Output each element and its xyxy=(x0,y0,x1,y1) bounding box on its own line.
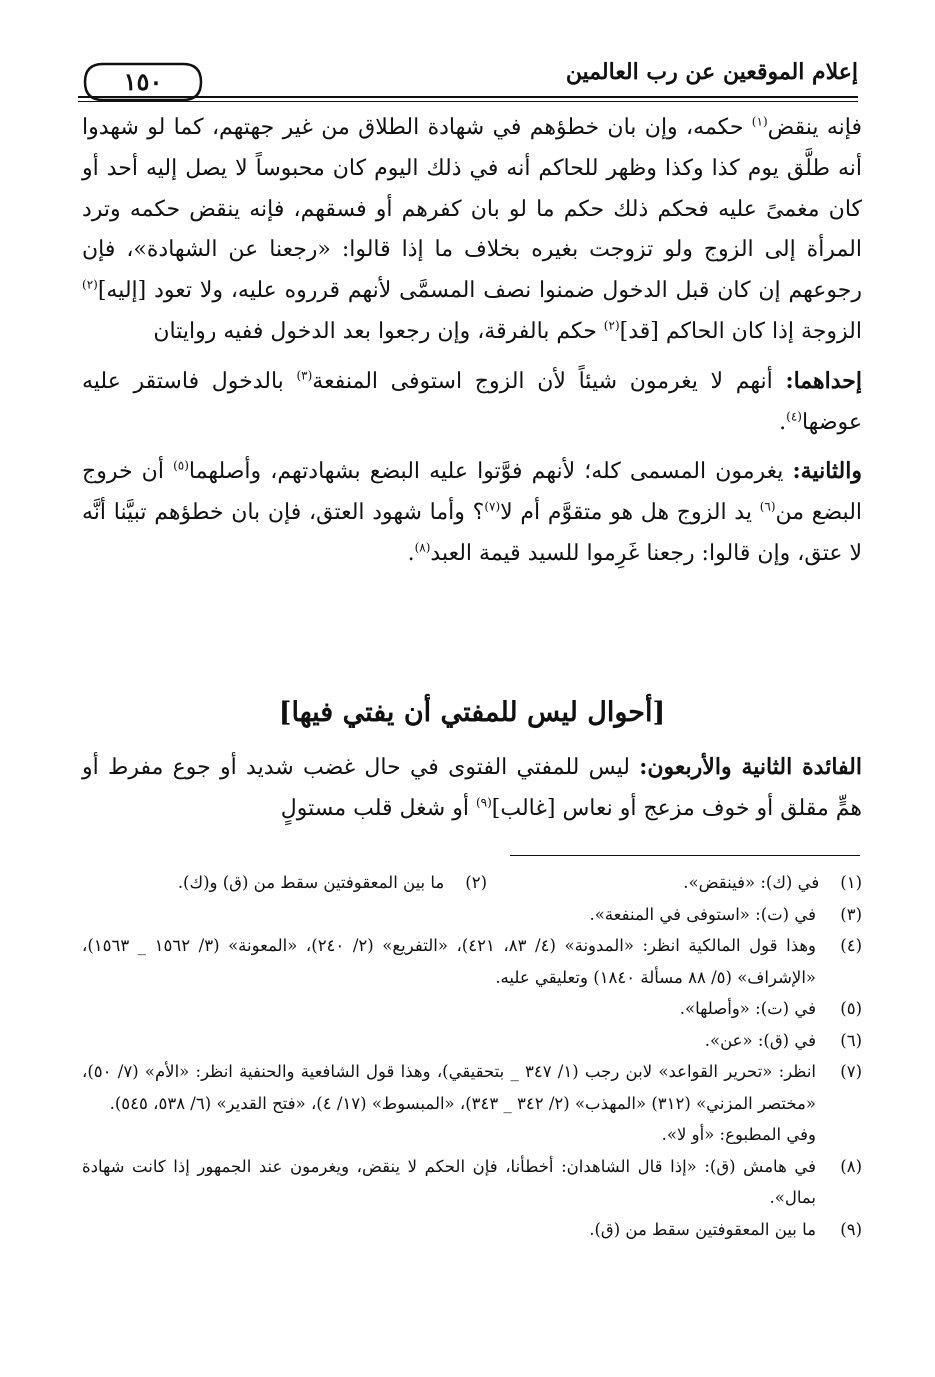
footnote-item xyxy=(82,930,862,993)
text-run: حكمه، وإن بان خطؤهم في شهادة الطلاق من غير جهتهم، كما لو شهدوا أنه طلَّق يوم كذا وكذا وظهر للحاكم أنه في ذلك اليوم كان محبوساً لا يصل إليه أحد أو كان مغمىً عليه فحكم ذلك حكم ما لو بان كفرهم أو فسقهم، فإنه ينقض حكمه وترد المرأة إلى الزوج ولو تزوجت بغيره بخلاف ما إذا قالوا: «رجعنا عن الشهادة»، فإن رجوعهم إن كان قبل الدخول ضمنوا نصف المسمَّى لأنهم قرروه عليه، ولا تعود [إليه] xyxy=(82,115,862,304)
paragraph xyxy=(82,361,862,444)
text-run: يغرمون المسمى كله؛ لأنهم فوَّتوا عليه البضع بشهادتهم، وأصلهما xyxy=(188,459,793,485)
paragraph xyxy=(82,108,862,353)
footnote-ref: (٣) xyxy=(296,368,313,383)
footnote-number: (٨) xyxy=(840,1156,862,1176)
text-run: أن خروج البضع من xyxy=(82,459,863,526)
section-heading: [أحوال ليس للمفتي أن يفتي فيها] xyxy=(278,697,666,728)
footnote-text: في (ت): «وأصلها». xyxy=(679,999,816,1018)
footnote-number: (١) xyxy=(840,873,862,892)
footnote-text: ما بين المعقوفتين سقط من (ق) و(ك). xyxy=(177,873,445,892)
header-rule-thin xyxy=(78,101,858,102)
footnote-item xyxy=(82,1025,862,1057)
paragraph-label: والثانية: xyxy=(792,458,862,485)
main-text-continued xyxy=(82,747,862,830)
footnote-continuation: وفي المطبوع: «أو لا». xyxy=(661,1125,816,1144)
text-run: بالدخول فاستقر عليه عوضها xyxy=(82,368,862,435)
footnote-ref: (٢) xyxy=(82,277,98,292)
footnote-item xyxy=(683,867,862,899)
text-run: ليس للمفتي الفتوى في حال غضب شديد أو جوع مفرط أو همٍّ مقلق أو خوف مزعج أو نعاس [غالب] xyxy=(82,755,862,821)
footnote-ref: (٧) xyxy=(484,499,501,514)
main-text xyxy=(82,108,862,575)
text-run: الزوجة إذا كان الحاكم [قد] xyxy=(619,318,862,344)
text-run: أنهم لا يغرمون شيئاً لأن الزوج استوفى المنفعة xyxy=(312,368,786,394)
text-run: . xyxy=(779,409,787,435)
text-run: أو شغل قلب مستولٍ xyxy=(280,795,476,821)
footnote-ref: (٢) xyxy=(603,318,620,333)
paragraph xyxy=(82,747,862,830)
paragraph-label: إحداهما: xyxy=(785,367,862,394)
footnote-text: وهذا قول المالكية انظر: «المدونة» (٤/ ٨٣، ٤٢١)، «التفريع» (٢/ ٢٤٠)، «المعونة» (٣/ ١٥٦٢ _ ١٥٦٣)، «الإشراف» (٥/ ٨٨ مسألة ١٨٤٠) وتعليقي عليه. xyxy=(82,936,817,987)
footnote-row xyxy=(82,867,862,899)
footnote-text: في (ت): «استوفى في المنفعة». xyxy=(589,904,816,924)
page-number: ١٥٠ xyxy=(123,67,163,96)
text-run: فإنه ينقض xyxy=(767,115,862,140)
footnote-text: في (ق): «عن». xyxy=(704,1030,816,1050)
header-rule xyxy=(78,96,858,98)
footnote-number: (٤) xyxy=(840,936,862,955)
footnote-item xyxy=(82,1151,862,1214)
footnote-item xyxy=(178,867,487,899)
footnote-item xyxy=(82,899,862,931)
text-run: يد الزوج هل هو متقوَّم أم لا xyxy=(500,500,760,526)
footnote-item xyxy=(82,1214,862,1246)
footnote-ref: (٨) xyxy=(414,540,431,555)
footnote-text: انظر: «تحرير القواعد» لابن رجب (١/ ٣٤٧ _ بتحقيقي)، وهذا قول الشافعية والحنفية انظر: «الأم» (٧/ ٥٠)، «مختصر المزني» (٣١٢) «المهذب» (٢/ ٣٤٢ _ ٣٤٣)، «المبسوط» (١٧/ ٤)، «فتح القدير» (٦/ ٥٣٨، ٥٤٥). xyxy=(82,1062,817,1113)
text-run: ؟ وأما شهود العتق، فإن بان خطؤهم تبيَّنا أنَّه لا عتق، وإن قالوا: رجعنا غَرِموا للسيد قيمة العبد xyxy=(82,500,862,566)
footnote-item xyxy=(82,1056,862,1119)
footnotes xyxy=(82,867,862,1245)
footnote-text: في هامش (ق): «إذا قال الشاهدان: أخطأنا، فإن الحكم لا ينقض، ويغرمون عند الجمهور إذا كانت شهادة بمال». xyxy=(82,1156,816,1207)
footnote-ref: (٤) xyxy=(786,409,802,424)
footnote-ref: (٥) xyxy=(173,459,189,474)
footnote-text: ما بين المعقوفتين سقط من (ق). xyxy=(589,1219,816,1239)
footnote-number: (٧) xyxy=(840,1062,862,1081)
paragraph xyxy=(82,451,862,574)
footnote-item xyxy=(82,993,862,1025)
page-header xyxy=(78,55,858,103)
footnote-ref: (١) xyxy=(751,114,768,129)
footnote-text: في (ك): «فينقض». xyxy=(683,873,820,892)
text-run: . xyxy=(407,540,415,566)
footnote-ref: (٩) xyxy=(475,795,492,810)
paragraph-label: الفائدة الثانية والأربعون: xyxy=(639,754,862,780)
footnote-number: (٦) xyxy=(840,1030,862,1050)
footnote-number: (٢) xyxy=(465,873,487,892)
footnote-number: (٣) xyxy=(840,904,862,924)
footnote-separator xyxy=(510,855,860,856)
footnote-ref: (٦) xyxy=(759,499,776,514)
text-run: حكم بالفرقة، وإن رجعوا بعد الدخول ففيه روايتان xyxy=(153,318,604,344)
running-title: إعلام الموقعين عن رب العالمين xyxy=(565,59,858,85)
footnote-number: (٥) xyxy=(840,999,862,1018)
footnote-number: (٩) xyxy=(840,1219,862,1239)
